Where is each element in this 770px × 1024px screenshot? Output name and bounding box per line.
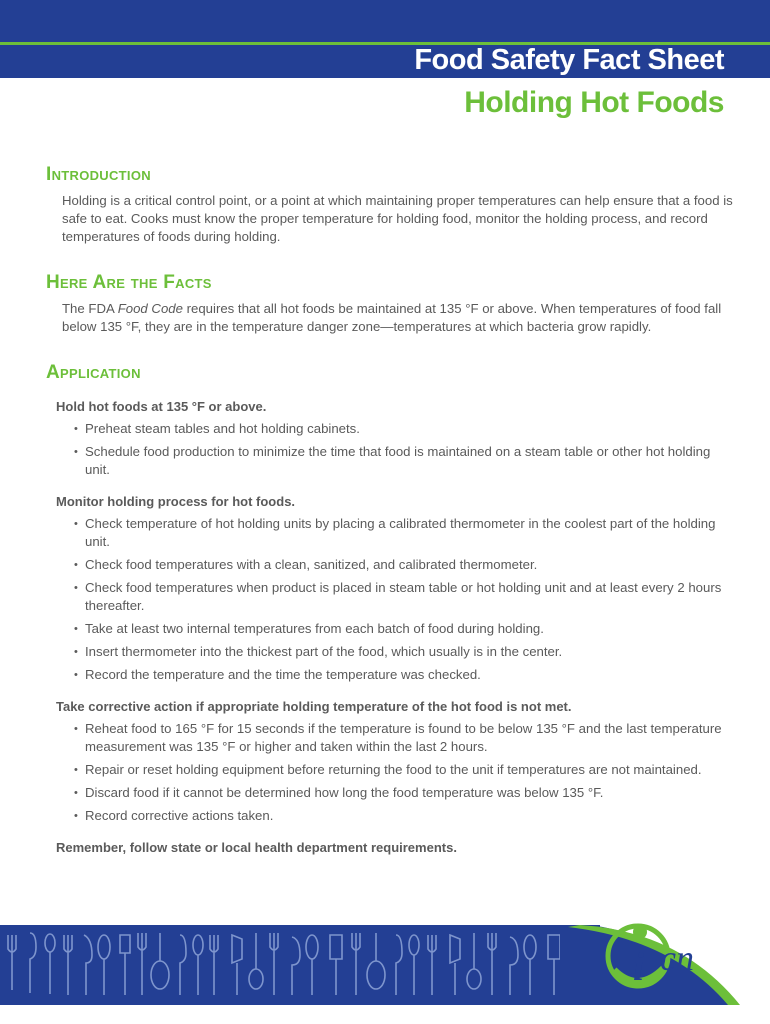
list-item: • Record the temperature and the time the temperature was checked. bbox=[74, 666, 736, 684]
list-item: • Preheat steam tables and hot holding cabinets. bbox=[74, 420, 736, 438]
closing-note: Remember, follow state or local health department requirements. bbox=[56, 840, 457, 855]
page-subtitle: Holding Hot Foods bbox=[464, 86, 724, 119]
list-item: • Insert thermometer into the thickest part of the food, which usually is in the center. bbox=[74, 643, 736, 661]
icn-logo-icon bbox=[600, 910, 740, 1000]
group-title-corrective: Take corrective action if appropriate holding temperature of the hot food is not met. bbox=[56, 699, 572, 714]
facts-text-before: The FDA bbox=[62, 301, 118, 316]
list-item: • Check temperature of hot holding units by placing a calibrated thermometer in the coolest part of the holding unit. bbox=[74, 515, 736, 551]
list-item: • Check food temperatures when product is placed in steam table or hot holding unit and at least every 2 hours thereafter. bbox=[74, 579, 736, 615]
logo-letters-cn: cn bbox=[660, 938, 694, 978]
list-item: • Schedule food production to minimize the time that food is maintained on a steam table or other hot holding unit. bbox=[74, 443, 736, 479]
facts-text-after: requires that all hot foods be maintained at 135 °F or above. When temperatures of food fall below 135 °F, they are in the temperature danger zone—temperatures at which bacteria grow rapidly. bbox=[62, 301, 722, 334]
footer-utensil-band bbox=[0, 925, 600, 1005]
facts-section bbox=[46, 272, 736, 336]
list-item: • Reheat food to 165 °F for 15 seconds if the temperature is found to be below 135 °F and the last temperature measurement was 135 °F or higher and taken within the last 2 hours. bbox=[74, 720, 736, 756]
intro-text: Holding is a critical control point, or a point at which maintaining proper temperatures can help ensure that a food is safe to eat. Cooks must know the proper temperature for holding food, monitor the holding process, and record temperatures of foods during holding. bbox=[62, 193, 733, 244]
application-heading: Application bbox=[46, 362, 141, 383]
hold-list bbox=[74, 420, 736, 479]
food-code-title: Food Code bbox=[117, 301, 183, 316]
list-item: • Take at least two internal temperatures from each batch of food during holding. bbox=[74, 620, 736, 638]
utensil-pattern-icon bbox=[0, 925, 600, 1005]
list-item: • Discard food if it cannot be determined how long the food temperature was below 135 °F. bbox=[74, 784, 736, 802]
facts-heading: Here Are the Facts bbox=[46, 272, 212, 293]
corrective-list bbox=[74, 720, 736, 825]
main-content bbox=[46, 164, 736, 883]
logo-letter-i: i bbox=[633, 944, 645, 989]
intro-section bbox=[46, 164, 736, 246]
list-item: • Check food temperatures with a clean, sanitized, and calibrated thermometer. bbox=[74, 556, 736, 574]
list-item: • Repair or reset holding equipment before returning the food to the unit if temperatures are not maintained. bbox=[74, 761, 736, 779]
list-item: • Record corrective actions taken. bbox=[74, 807, 736, 825]
group-title-hold: Hold hot foods at 135 °F or above. bbox=[56, 399, 267, 414]
application-section bbox=[46, 362, 736, 857]
group-title-monitor: Monitor holding process for hot foods. bbox=[56, 494, 296, 509]
page-title: Food Safety Fact Sheet bbox=[414, 44, 724, 76]
facts-text bbox=[62, 300, 736, 336]
monitor-list bbox=[74, 515, 736, 684]
intro-heading: Introduction bbox=[46, 164, 151, 185]
